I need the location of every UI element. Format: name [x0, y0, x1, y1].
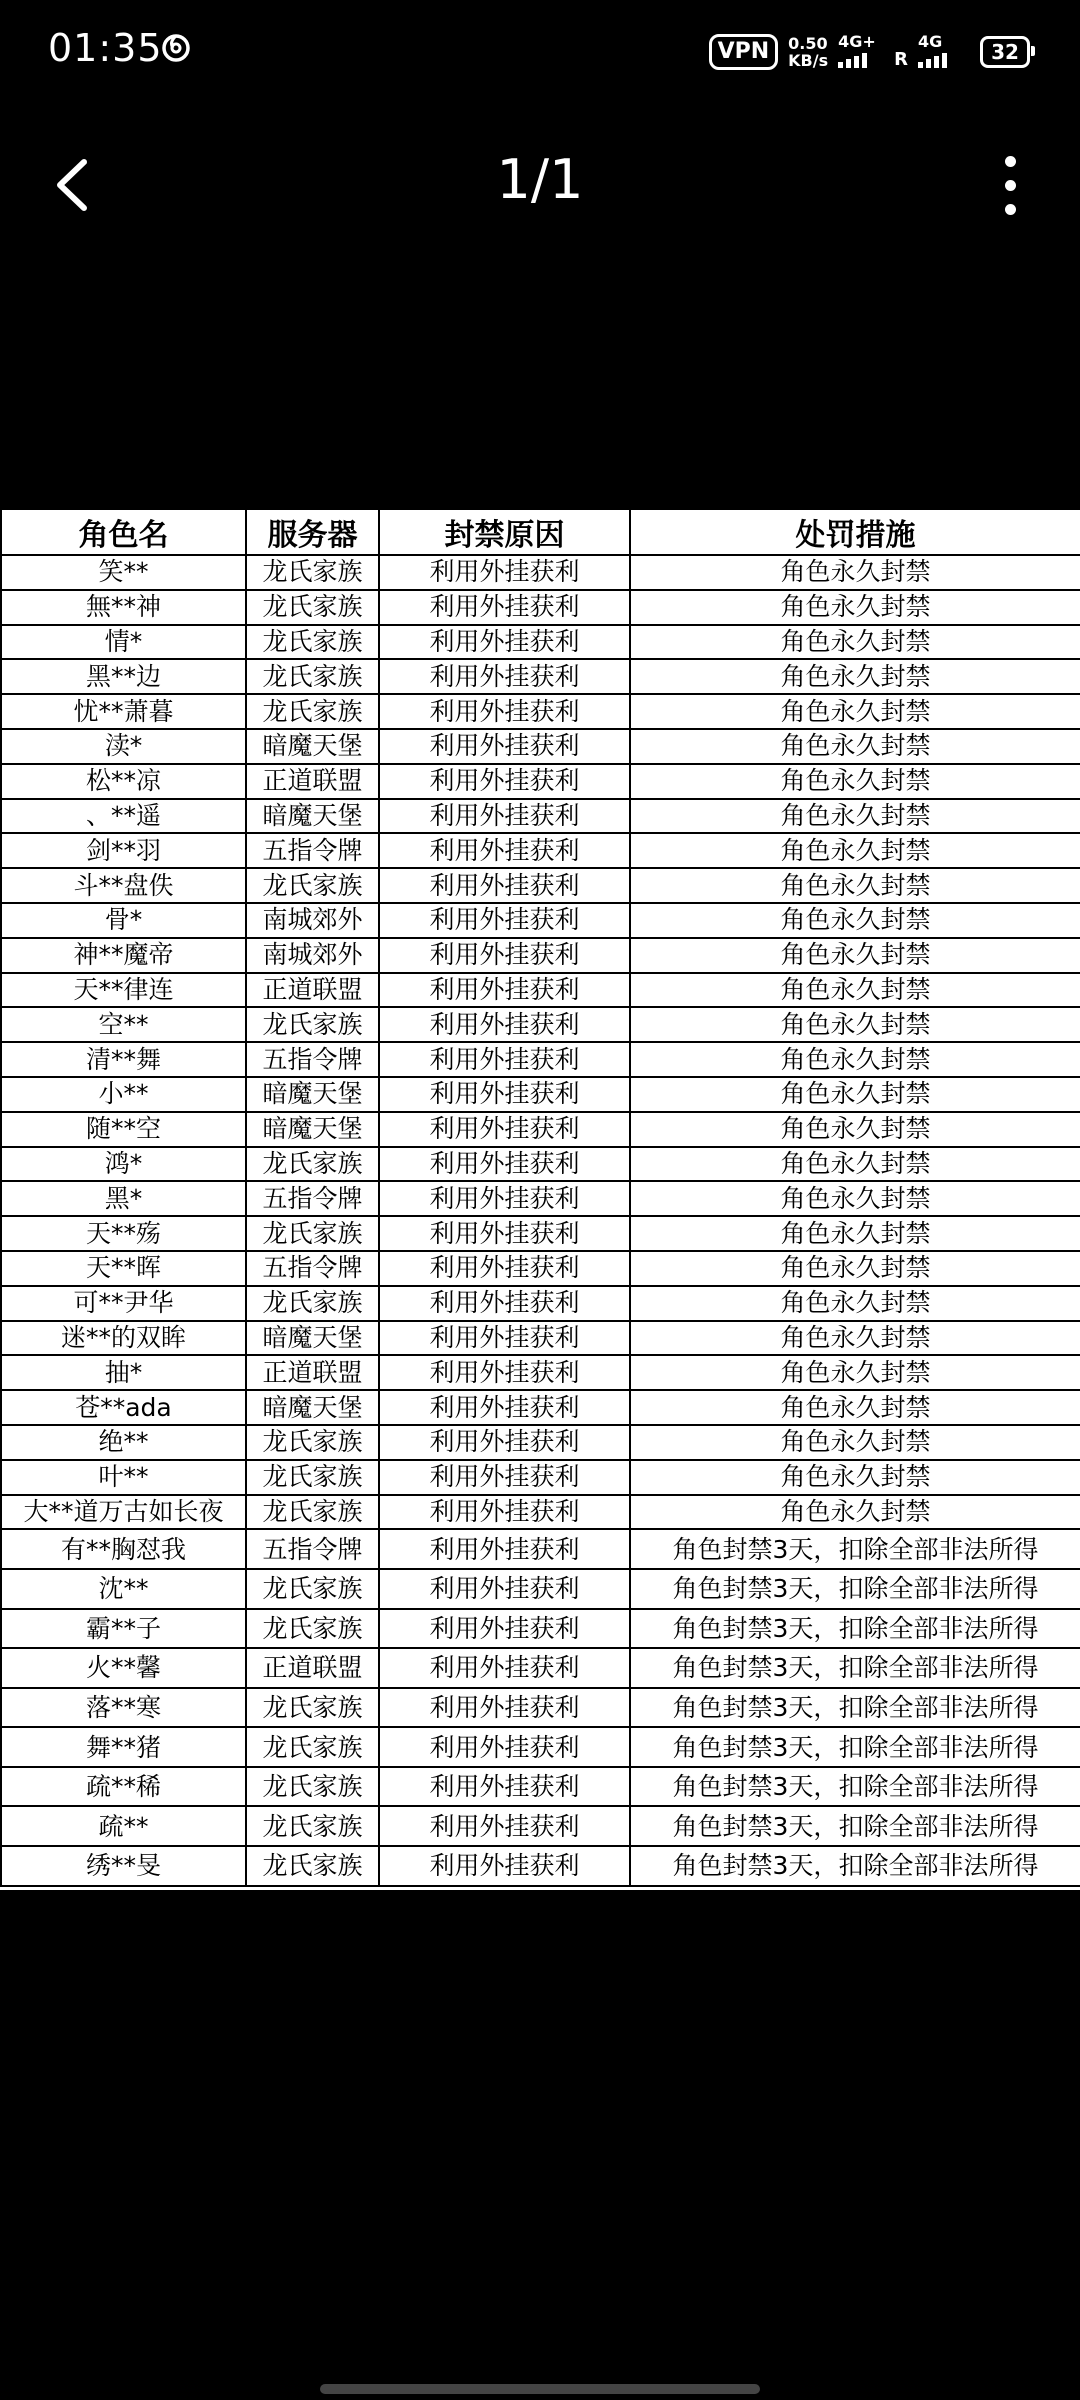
cell-penalty: 角色永久封禁: [630, 625, 1080, 660]
cell-penalty: 角色封禁3天，扣除全部非法所得: [630, 1648, 1080, 1688]
cell-role-name: 苍**ada: [1, 1390, 246, 1425]
cell-ban-reason: 利用外挂获利: [379, 973, 630, 1008]
table-row: [1, 1688, 1080, 1728]
status-indicators: [709, 32, 1030, 72]
image-viewer[interactable]: [0, 508, 1080, 1890]
cell-ban-reason: 利用外挂获利: [379, 1286, 630, 1321]
cell-server: 龙氏家族: [246, 555, 379, 590]
cell-server: 龙氏家族: [246, 1727, 379, 1767]
cell-ban-reason: 利用外挂获利: [379, 833, 630, 868]
cell-penalty: 角色封禁3天，扣除全部非法所得: [630, 1529, 1080, 1569]
cell-penalty: 角色永久封禁: [630, 1355, 1080, 1390]
table-row: [1, 659, 1080, 694]
cell-ban-reason: 利用外挂获利: [379, 799, 630, 834]
cell-ban-reason: 利用外挂获利: [379, 729, 630, 764]
cell-penalty: 角色永久封禁: [630, 590, 1080, 625]
cell-server: 龙氏家族: [246, 1806, 379, 1846]
cell-penalty: 角色永久封禁: [630, 903, 1080, 938]
cell-ban-reason: 利用外挂获利: [379, 764, 630, 799]
cell-role-name: 舞**猪: [1, 1727, 246, 1767]
cell-role-name: 斗**盘佚: [1, 868, 246, 903]
table-row: [1, 868, 1080, 903]
cell-penalty: 角色永久封禁: [630, 694, 1080, 729]
cell-penalty: 角色永久封禁: [630, 833, 1080, 868]
cell-penalty: 角色永久封禁: [630, 1286, 1080, 1321]
cell-role-name: 火**馨: [1, 1648, 246, 1688]
cell-ban-reason: 利用外挂获利: [379, 1609, 630, 1649]
table-row: [1, 833, 1080, 868]
cell-server: 五指令牌: [246, 833, 379, 868]
table-row: [1, 1147, 1080, 1182]
table-row: [1, 1767, 1080, 1807]
cell-server: 五指令牌: [246, 1251, 379, 1286]
cell-ban-reason: 利用外挂获利: [379, 1321, 630, 1356]
cell-role-name: 叶**: [1, 1460, 246, 1495]
signal-bars-icon: [918, 53, 947, 68]
cell-role-name: 剑**羽: [1, 833, 246, 868]
cell-role-name: 绝**: [1, 1425, 246, 1460]
cell-ban-reason: 利用外挂获利: [379, 1569, 630, 1609]
table-row: [1, 973, 1080, 1008]
table-row: [1, 1112, 1080, 1147]
cell-penalty: 角色封禁3天，扣除全部非法所得: [630, 1569, 1080, 1609]
table-row: [1, 1286, 1080, 1321]
cell-role-name: 大**道万古如长夜: [1, 1495, 246, 1530]
cell-server: 龙氏家族: [246, 1767, 379, 1807]
cell-role-name: 空**: [1, 1007, 246, 1042]
table-row: [1, 764, 1080, 799]
signal-sim2-label: 4G: [918, 32, 943, 51]
cell-role-name: 渎*: [1, 729, 246, 764]
table-row: [1, 1609, 1080, 1649]
cell-ban-reason: 利用外挂获利: [379, 1727, 630, 1767]
cell-role-name: 神**魔帝: [1, 938, 246, 973]
cell-server: 正道联盟: [246, 1648, 379, 1688]
cell-penalty: 角色封禁3天，扣除全部非法所得: [630, 1727, 1080, 1767]
vpn-badge: VPN: [709, 34, 779, 70]
cell-role-name: 有**胸怼我: [1, 1529, 246, 1569]
cell-ban-reason: 利用外挂获利: [379, 1425, 630, 1460]
cell-penalty: 角色永久封禁: [630, 764, 1080, 799]
table-row: [1, 799, 1080, 834]
cell-penalty: 角色永久封禁: [630, 799, 1080, 834]
cell-server: 暗魔天堡: [246, 1321, 379, 1356]
table-row: [1, 1181, 1080, 1216]
signal-sim1: [838, 34, 890, 70]
cell-server: 龙氏家族: [246, 1147, 379, 1182]
cell-penalty: 角色永久封禁: [630, 1042, 1080, 1077]
battery-icon: [980, 36, 1030, 68]
cell-server: 正道联盟: [246, 764, 379, 799]
cell-role-name: 情*: [1, 625, 246, 660]
cell-server: 龙氏家族: [246, 694, 379, 729]
cell-server: 龙氏家族: [246, 1460, 379, 1495]
cell-role-name: 天**律连: [1, 973, 246, 1008]
table-row: [1, 1648, 1080, 1688]
cell-penalty: 角色封禁3天，扣除全部非法所得: [630, 1609, 1080, 1649]
cell-penalty: 角色永久封禁: [630, 1321, 1080, 1356]
table-row: [1, 1251, 1080, 1286]
table-row: [1, 1390, 1080, 1425]
cell-penalty: 角色永久封禁: [630, 1460, 1080, 1495]
more-vertical-icon[interactable]: [980, 150, 1040, 220]
cell-server: 龙氏家族: [246, 1425, 379, 1460]
network-speed-value: 0.50: [788, 34, 828, 53]
cell-penalty: 角色永久封禁: [630, 868, 1080, 903]
table-row: [1, 729, 1080, 764]
cell-ban-reason: 利用外挂获利: [379, 1529, 630, 1569]
cell-role-name: 随**空: [1, 1112, 246, 1147]
cell-ban-reason: 利用外挂获利: [379, 1460, 630, 1495]
cell-role-name: 疏**稀: [1, 1767, 246, 1807]
cell-role-name: 迷**的双眸: [1, 1321, 246, 1356]
table-body: [1, 555, 1080, 1886]
signal-sim1-label: 4G+: [838, 32, 876, 51]
cell-penalty: 角色永久封禁: [630, 1147, 1080, 1182]
cell-role-name: 鸿*: [1, 1147, 246, 1182]
cell-role-name: 清**舞: [1, 1042, 246, 1077]
cell-server: 龙氏家族: [246, 1688, 379, 1728]
cell-penalty: 角色封禁3天，扣除全部非法所得: [630, 1806, 1080, 1846]
app-notification-icon: [160, 32, 192, 64]
table-row: [1, 903, 1080, 938]
table-row: [1, 938, 1080, 973]
cell-server: 龙氏家族: [246, 868, 379, 903]
cell-ban-reason: 利用外挂获利: [379, 1390, 630, 1425]
cell-server: 龙氏家族: [246, 590, 379, 625]
cell-server: 龙氏家族: [246, 1495, 379, 1530]
cell-role-name: 黑*: [1, 1181, 246, 1216]
cell-role-name: 天**晖: [1, 1251, 246, 1286]
cell-role-name: 可**尹华: [1, 1286, 246, 1321]
cell-server: 五指令牌: [246, 1181, 379, 1216]
cell-role-name: 绣**旻: [1, 1846, 246, 1886]
cell-penalty: 角色封禁3天，扣除全部非法所得: [630, 1767, 1080, 1807]
table-row: [1, 1042, 1080, 1077]
cell-role-name: 天**殇: [1, 1216, 246, 1251]
cell-ban-reason: 利用外挂获利: [379, 1688, 630, 1728]
network-speed-unit: KB/s: [788, 51, 829, 70]
table-row: [1, 1569, 1080, 1609]
cell-penalty: 角色封禁3天，扣除全部非法所得: [630, 1688, 1080, 1728]
cell-role-name: 抽*: [1, 1355, 246, 1390]
table-row: [1, 1846, 1080, 1886]
table-row: [1, 555, 1080, 590]
cell-penalty: 角色永久封禁: [630, 659, 1080, 694]
header-penalty: 处罚措施: [630, 509, 1080, 555]
cell-ban-reason: 利用外挂获利: [379, 868, 630, 903]
cell-server: 龙氏家族: [246, 1846, 379, 1886]
cell-server: 正道联盟: [246, 1355, 379, 1390]
cell-penalty: 角色永久封禁: [630, 729, 1080, 764]
roaming-indicator: R: [894, 48, 908, 70]
table-row: [1, 1806, 1080, 1846]
header-server: 服务器: [246, 509, 379, 555]
table-row: [1, 1727, 1080, 1767]
cell-ban-reason: 利用外挂获利: [379, 659, 630, 694]
ban-list-table: [0, 508, 1080, 1887]
table-row: [1, 1216, 1080, 1251]
cell-server: 暗魔天堡: [246, 799, 379, 834]
cell-server: 暗魔天堡: [246, 1077, 379, 1112]
cell-penalty: 角色封禁3天，扣除全部非法所得: [630, 1846, 1080, 1886]
cell-penalty: 角色永久封禁: [630, 1216, 1080, 1251]
cell-server: 龙氏家族: [246, 1609, 379, 1649]
table-row: [1, 1460, 1080, 1495]
cell-role-name: 小**: [1, 1077, 246, 1112]
cell-server: 龙氏家族: [246, 1286, 379, 1321]
cell-ban-reason: 利用外挂获利: [379, 1147, 630, 1182]
cell-ban-reason: 利用外挂获利: [379, 1007, 630, 1042]
table-row: [1, 1077, 1080, 1112]
status-time: 01:35: [48, 26, 163, 70]
cell-penalty: 角色永久封禁: [630, 1425, 1080, 1460]
table-row: [1, 694, 1080, 729]
cell-role-name: 忧**萧暮: [1, 694, 246, 729]
cell-role-name: 黑**边: [1, 659, 246, 694]
cell-ban-reason: 利用外挂获利: [379, 1846, 630, 1886]
cell-penalty: 角色永久封禁: [630, 938, 1080, 973]
cell-ban-reason: 利用外挂获利: [379, 1216, 630, 1251]
cell-penalty: 角色永久封禁: [630, 1251, 1080, 1286]
network-speed: [788, 35, 828, 69]
cell-ban-reason: 利用外挂获利: [379, 903, 630, 938]
cell-server: 暗魔天堡: [246, 1112, 379, 1147]
viewer-toolbar: [0, 140, 1080, 230]
header-ban-reason: 封禁原因: [379, 509, 630, 555]
cell-server: 龙氏家族: [246, 1569, 379, 1609]
cell-ban-reason: 利用外挂获利: [379, 694, 630, 729]
cell-role-name: 沈**: [1, 1569, 246, 1609]
cell-server: 南城郊外: [246, 903, 379, 938]
cell-ban-reason: 利用外挂获利: [379, 1042, 630, 1077]
cell-ban-reason: 利用外挂获利: [379, 1767, 630, 1807]
cell-ban-reason: 利用外挂获利: [379, 1648, 630, 1688]
cell-role-name: 骨*: [1, 903, 246, 938]
cell-server: 龙氏家族: [246, 625, 379, 660]
cell-ban-reason: 利用外挂获利: [379, 625, 630, 660]
table-row: [1, 1355, 1080, 1390]
cell-server: 暗魔天堡: [246, 1390, 379, 1425]
table-header-row: [1, 509, 1080, 555]
signal-sim2: [918, 34, 970, 70]
cell-ban-reason: 利用外挂获利: [379, 555, 630, 590]
cell-penalty: 角色永久封禁: [630, 973, 1080, 1008]
cell-penalty: 角色永久封禁: [630, 1007, 1080, 1042]
cell-server: 五指令牌: [246, 1529, 379, 1569]
table-row: [1, 590, 1080, 625]
cell-penalty: 角色永久封禁: [630, 1495, 1080, 1530]
table-row: [1, 1425, 1080, 1460]
cell-role-name: 落**寒: [1, 1688, 246, 1728]
cell-ban-reason: 利用外挂获利: [379, 1251, 630, 1286]
cell-role-name: 笑**: [1, 555, 246, 590]
cell-server: 龙氏家族: [246, 1007, 379, 1042]
table-row: [1, 1529, 1080, 1569]
cell-server: 暗魔天堡: [246, 729, 379, 764]
status-bar: [0, 0, 1080, 100]
battery-level: 32: [991, 40, 1019, 64]
cell-server: 正道联盟: [246, 973, 379, 1008]
cell-role-name: 松**凉: [1, 764, 246, 799]
cell-role-name: 無**神: [1, 590, 246, 625]
cell-role-name: 疏**: [1, 1806, 246, 1846]
cell-server: 龙氏家族: [246, 659, 379, 694]
cell-ban-reason: 利用外挂获利: [379, 1806, 630, 1846]
page-counter: 1/1: [496, 148, 584, 211]
table-row: [1, 1321, 1080, 1356]
cell-ban-reason: 利用外挂获利: [379, 1355, 630, 1390]
cell-server: 五指令牌: [246, 1042, 379, 1077]
cell-ban-reason: 利用外挂获利: [379, 1112, 630, 1147]
header-role-name: 角色名: [1, 509, 246, 555]
cell-penalty: 角色永久封禁: [630, 1390, 1080, 1425]
cell-role-name: 、**遥: [1, 799, 246, 834]
cell-penalty: 角色永久封禁: [630, 1077, 1080, 1112]
table-row: [1, 1495, 1080, 1530]
cell-penalty: 角色永久封禁: [630, 1181, 1080, 1216]
cell-ban-reason: 利用外挂获利: [379, 1077, 630, 1112]
cell-ban-reason: 利用外挂获利: [379, 590, 630, 625]
cell-role-name: 霸**子: [1, 1609, 246, 1649]
table-row: [1, 625, 1080, 660]
cell-server: 龙氏家族: [246, 1216, 379, 1251]
home-indicator[interactable]: [320, 2384, 760, 2394]
cell-penalty: 角色永久封禁: [630, 555, 1080, 590]
signal-bars-icon: [838, 53, 867, 68]
cell-ban-reason: 利用外挂获利: [379, 938, 630, 973]
cell-penalty: 角色永久封禁: [630, 1112, 1080, 1147]
table-row: [1, 1007, 1080, 1042]
cell-ban-reason: 利用外挂获利: [379, 1181, 630, 1216]
cell-server: 南城郊外: [246, 938, 379, 973]
cell-ban-reason: 利用外挂获利: [379, 1495, 630, 1530]
